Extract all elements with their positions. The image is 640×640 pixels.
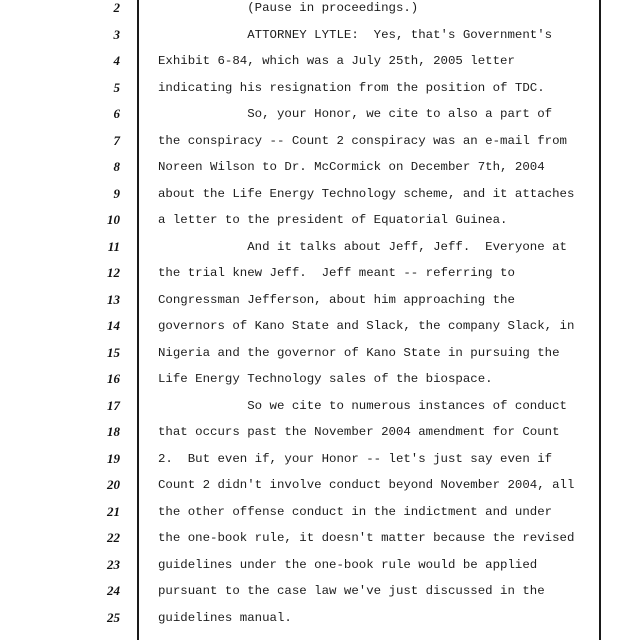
line-text: a letter to the president of Equatorial Guinea. — [158, 213, 508, 227]
line-number: 2 — [113, 0, 120, 15]
transcript-line — [0, 525, 640, 551]
line-text: Count 2 didn't involve conduct beyond November 2004, all — [158, 478, 575, 492]
transcript-line — [0, 313, 640, 339]
line-text: about the Life Energy Technology scheme, and it attaches — [158, 186, 575, 201]
line-text: So we cite to numerous instances of conduct — [158, 398, 567, 413]
line-text: the other offense conduct in the indictment and under — [158, 504, 553, 519]
transcript-line — [0, 605, 640, 631]
transcript-line — [0, 154, 640, 180]
line-number: 4 — [113, 53, 120, 68]
line-number: 21 — [107, 503, 120, 519]
line-text: that occurs past the November 2004 amendment for Count — [158, 425, 560, 439]
transcript-line — [0, 260, 640, 286]
transcript-line — [0, 366, 640, 392]
transcript-line — [0, 340, 640, 366]
line-text: guidelines manual. — [158, 610, 292, 625]
transcript-line — [0, 287, 640, 313]
line-text: the conspiracy -- Count 2 conspiracy was an e-mail from — [158, 133, 567, 148]
line-number: 6 — [113, 106, 120, 121]
transcript-line — [0, 446, 640, 472]
line-text: Noreen Wilson to Dr. McCormick on December 7th, 2004 — [158, 160, 545, 174]
line-text: guidelines under the one-book rule would be applied — [158, 557, 538, 572]
transcript-line — [0, 419, 640, 445]
line-text: Exhibit 6-84, which was a July 25th, 2005 letter — [158, 54, 515, 68]
line-text: pursuant to the case law we've just discussed in the — [158, 584, 545, 598]
line-number: 23 — [107, 556, 120, 572]
line-number: 12 — [107, 265, 120, 280]
line-number: 5 — [113, 79, 120, 95]
line-number: 25 — [107, 609, 120, 625]
transcript-line — [0, 578, 640, 604]
line-text: the one-book rule, it doesn't matter because the revised — [158, 531, 575, 545]
line-number: 19 — [107, 450, 120, 466]
line-text: the trial knew Jeff. Jeff meant -- referring to — [158, 266, 515, 280]
line-number: 7 — [113, 132, 120, 148]
line-number: 16 — [107, 371, 120, 386]
line-text: Congressman Jefferson, about him approaching the — [158, 292, 515, 307]
line-text: Life Energy Technology sales of the biospace. — [158, 372, 493, 386]
transcript-line — [0, 101, 640, 127]
line-number: 24 — [107, 583, 120, 598]
transcript-line — [0, 48, 640, 74]
line-text: ATTORNEY LYTLE: Yes, that's Government's — [158, 27, 553, 42]
line-number: 11 — [107, 238, 120, 254]
line-number: 14 — [107, 318, 120, 333]
line-number: 3 — [113, 26, 120, 42]
transcript-line — [0, 181, 640, 207]
transcript-line — [0, 22, 640, 48]
transcript-line — [0, 75, 640, 101]
line-text: governors of Kano State and Slack, the company Slack, in — [158, 319, 575, 333]
transcript-line — [0, 472, 640, 498]
transcript-line — [0, 393, 640, 419]
line-number: 9 — [113, 185, 120, 201]
line-number: 18 — [107, 424, 120, 439]
line-text: So, your Honor, we cite to also a part of — [158, 107, 553, 121]
line-number: 13 — [107, 291, 120, 307]
line-text: 2. But even if, your Honor -- let's just say even if — [158, 451, 553, 466]
line-text: indicating his resignation from the position of TDC. — [158, 80, 545, 95]
line-text: Nigeria and the governor of Kano State in pursuing the — [158, 345, 560, 360]
transcript-line — [0, 552, 640, 578]
line-number: 20 — [107, 477, 120, 492]
transcript-line — [0, 234, 640, 260]
line-text: (Pause in proceedings.) — [158, 1, 419, 15]
line-number: 15 — [107, 344, 120, 360]
line-number: 17 — [107, 397, 120, 413]
transcript-line — [0, 0, 640, 21]
transcript-line — [0, 207, 640, 233]
transcript-line — [0, 128, 640, 154]
line-number: 22 — [107, 530, 120, 545]
line-number: 10 — [107, 212, 120, 227]
line-text: And it talks about Jeff, Jeff. Everyone at — [158, 239, 567, 254]
transcript-line — [0, 499, 640, 525]
line-number: 8 — [113, 159, 120, 174]
